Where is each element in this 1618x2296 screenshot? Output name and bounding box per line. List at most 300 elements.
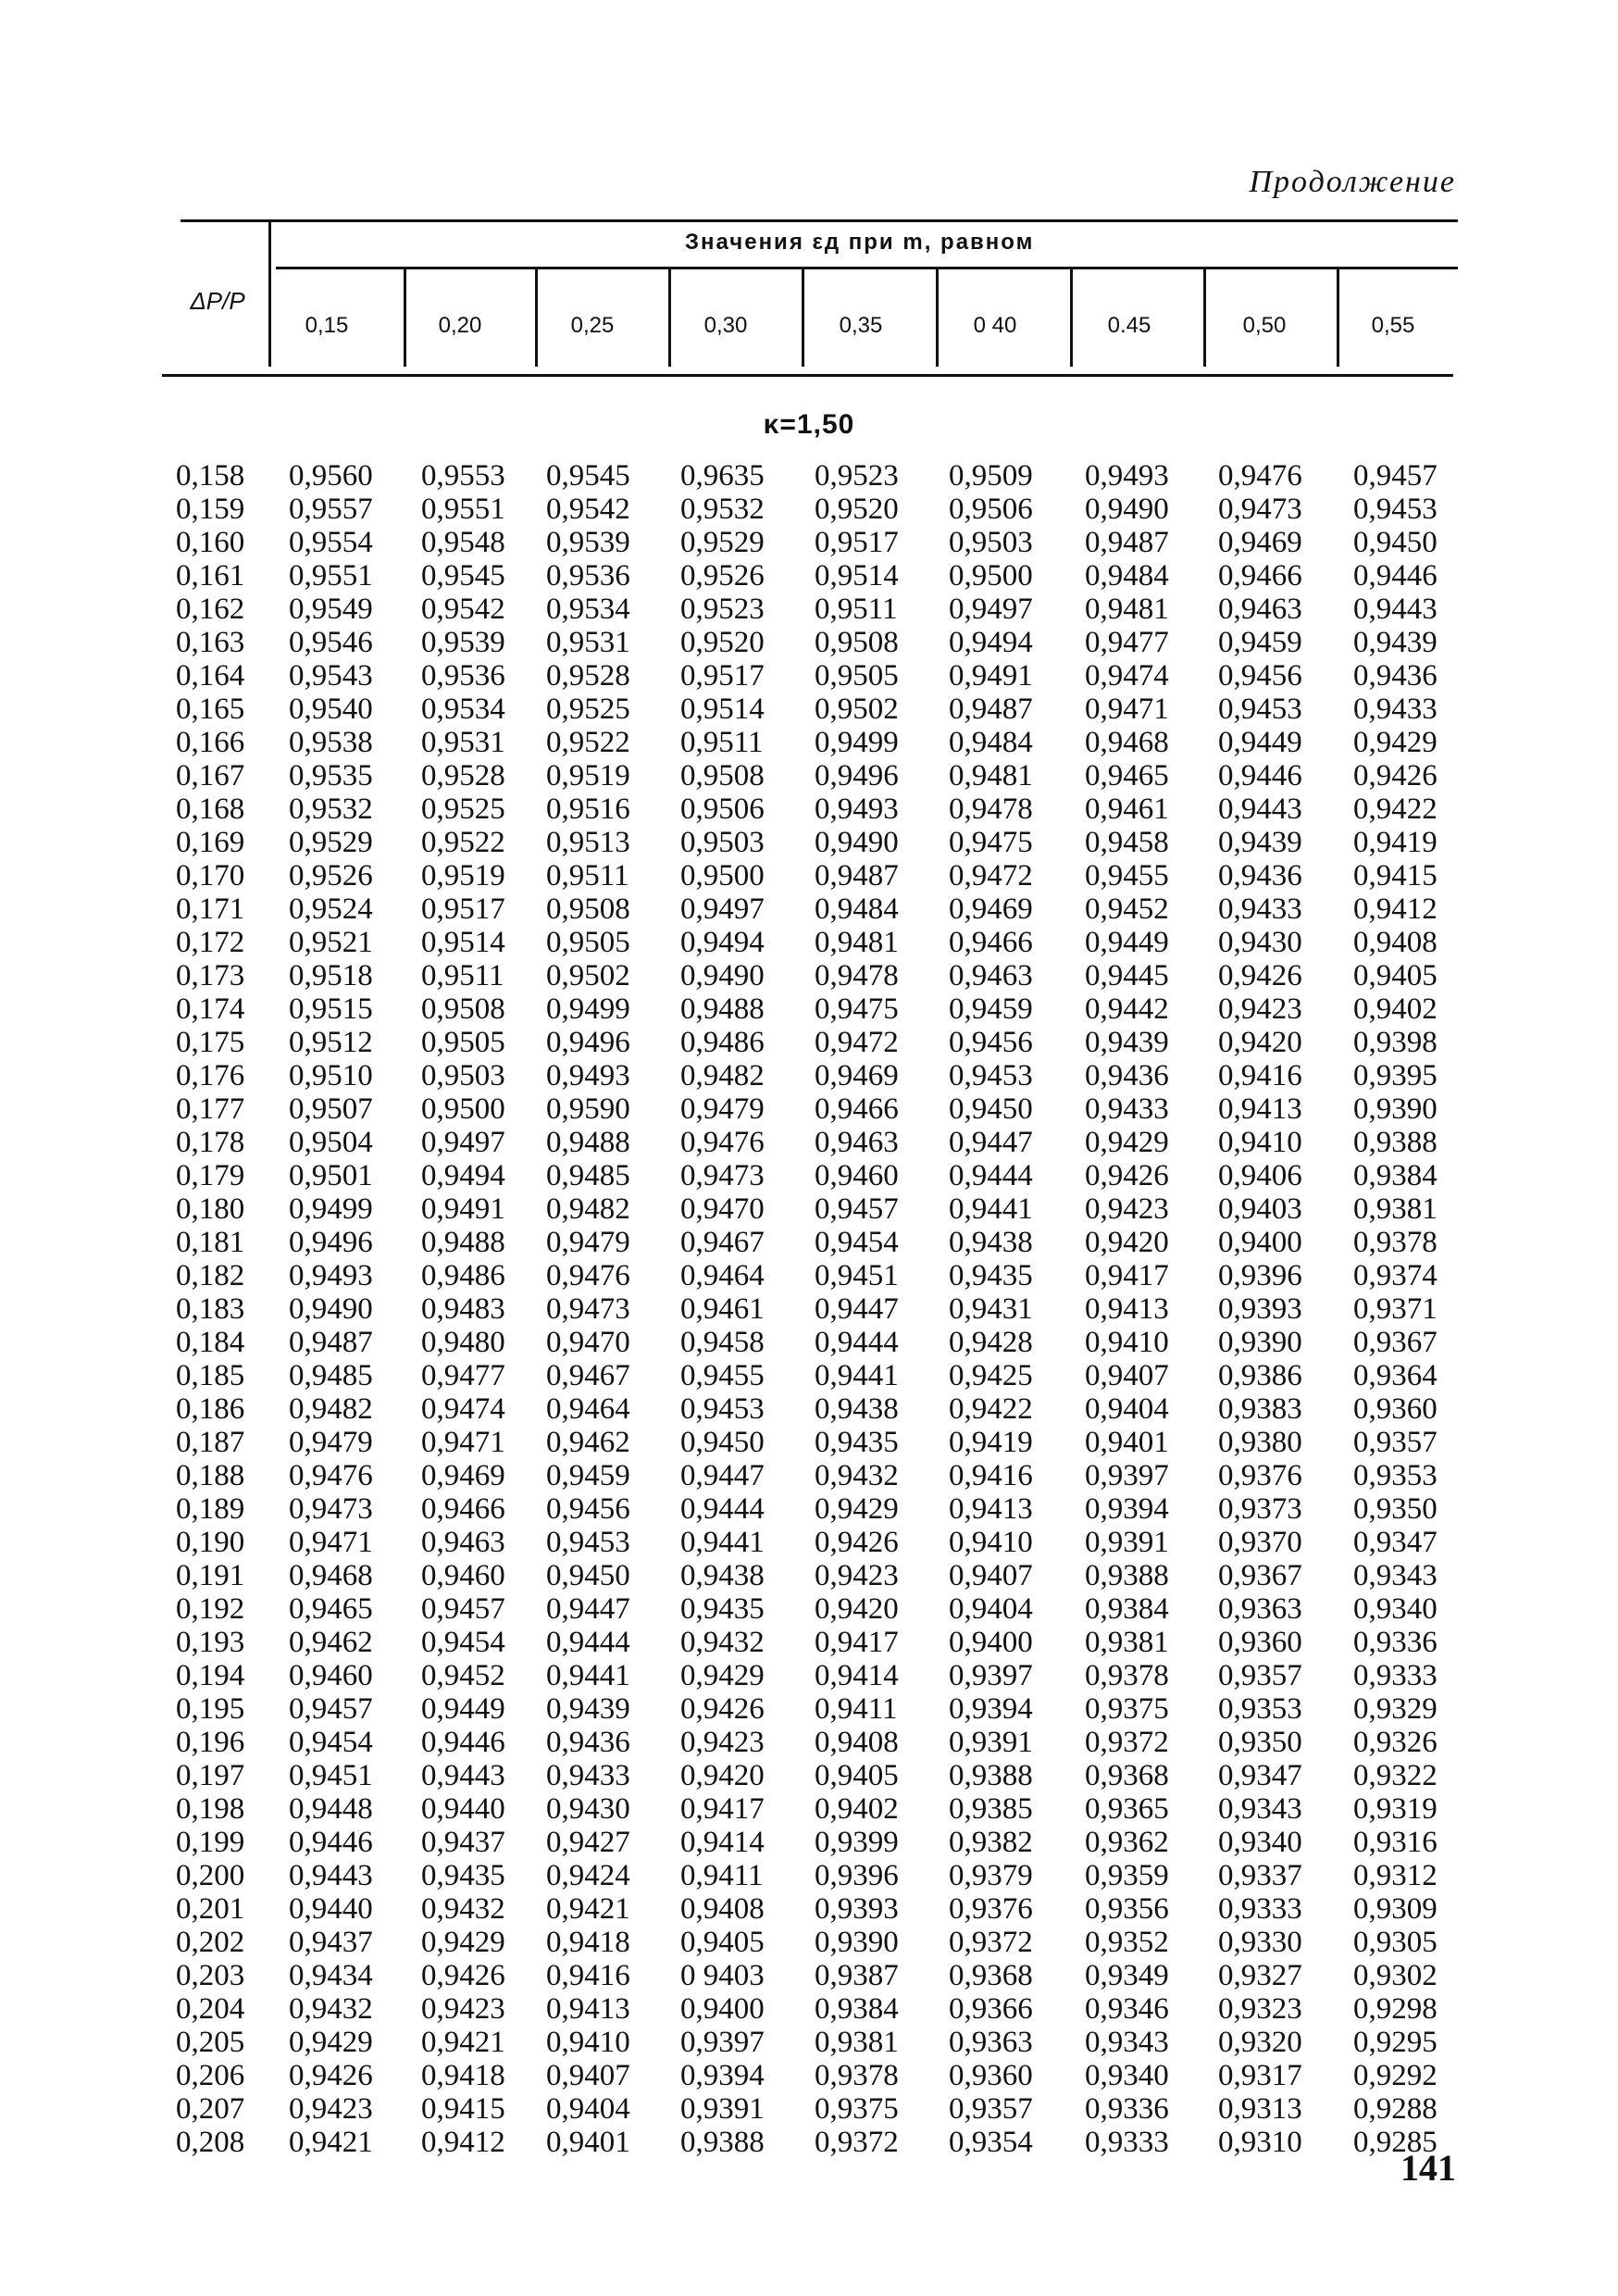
epsilon-value-cell: 0,9505 — [815, 659, 899, 693]
epsilon-value-cell: 0,9482 — [546, 1192, 630, 1226]
epsilon-value-cell: 0,9445 — [1085, 959, 1169, 992]
epsilon-value-cell: 0,9522 — [421, 826, 505, 859]
epsilon-value-cell: 0,9435 — [421, 1859, 505, 1892]
epsilon-value-cell: 0,9457 — [289, 1692, 373, 1726]
delta-p-cell: 0,195 — [176, 1692, 245, 1726]
epsilon-value-cell: 0,9458 — [1085, 826, 1169, 859]
delta-p-cell: 0,158 — [176, 459, 245, 493]
epsilon-value-cell: 0,9519 — [546, 759, 630, 792]
epsilon-value-cell: 0,9532 — [289, 792, 373, 826]
epsilon-value-cell: 0,9365 — [1085, 1792, 1169, 1826]
epsilon-value-cell: 0,9540 — [289, 693, 373, 726]
epsilon-value-cell: 0,9370 — [1218, 1526, 1302, 1559]
epsilon-value-cell: 0,9381 — [815, 2026, 899, 2059]
epsilon-value-cell: 0,9469 — [949, 892, 1033, 926]
epsilon-value-cell: 0,9486 — [680, 1026, 765, 1059]
epsilon-value-cell: 0,9360 — [949, 2059, 1033, 2092]
epsilon-value-cell: 0,9560 — [289, 459, 373, 493]
epsilon-value-cell: 0,9412 — [1353, 892, 1438, 926]
epsilon-value-cell: 0,9474 — [1085, 659, 1169, 693]
epsilon-value-cell: 0,9510 — [289, 1059, 373, 1092]
epsilon-value-cell: 0,9635 — [680, 459, 765, 493]
epsilon-value-cell: 0,9487 — [289, 1326, 373, 1359]
epsilon-value-cell: 0,9419 — [1353, 826, 1438, 859]
epsilon-value-cell: 0,9336 — [1353, 1626, 1438, 1659]
epsilon-value-cell: 0,9476 — [680, 1126, 765, 1159]
epsilon-value-cell: 0,9515 — [289, 992, 373, 1026]
epsilon-value-cell: 0,9439 — [1085, 1026, 1169, 1059]
epsilon-value-cell: 0,9433 — [1218, 892, 1302, 926]
header-bottom-rule — [162, 374, 1453, 377]
epsilon-value-cell: 0,9381 — [1353, 1192, 1438, 1226]
delta-p-cell: 0,179 — [176, 1159, 245, 1192]
epsilon-value-cell: 0,9468 — [289, 1559, 373, 1592]
epsilon-value-cell: 0,9313 — [1218, 2092, 1302, 2126]
epsilon-value-cell: 0,9403 — [1218, 1192, 1302, 1226]
epsilon-value-cell: 0,9590 — [546, 1092, 630, 1126]
epsilon-value-cell: 0,9333 — [1085, 2126, 1169, 2159]
m-value-header: 0,25 — [570, 313, 615, 338]
epsilon-value-cell: 0,9433 — [1085, 1092, 1169, 1126]
epsilon-value-cell: 0,9487 — [1085, 526, 1169, 559]
epsilon-value-cell: 0,9429 — [1085, 1126, 1169, 1159]
epsilon-value-cell: 0,9511 — [546, 859, 629, 892]
epsilon-value-cell: 0,9447 — [815, 1292, 899, 1326]
epsilon-value-cell: 0,9368 — [949, 1959, 1033, 1992]
epsilon-value-cell: 0,9337 — [1218, 1859, 1302, 1892]
delta-p-cell: 0,191 — [176, 1559, 245, 1592]
epsilon-value-cell: 0,9519 — [421, 859, 505, 892]
epsilon-value-cell: 0,9528 — [421, 759, 505, 792]
m-value-header: 0,20 — [438, 313, 482, 338]
epsilon-value-cell: 0,9444 — [949, 1159, 1033, 1192]
epsilon-value-cell: 0,9285 — [1353, 2126, 1438, 2159]
epsilon-value-cell: 0,9353 — [1218, 1692, 1302, 1726]
epsilon-value-cell: 0,9414 — [680, 1826, 765, 1859]
epsilon-value-cell: 0,9363 — [1218, 1592, 1302, 1626]
epsilon-value-cell: 0,9474 — [421, 1392, 505, 1426]
epsilon-value-cell: 0,9450 — [949, 1092, 1033, 1126]
delta-p-cell: 0,182 — [176, 1259, 245, 1292]
epsilon-value-cell: 0,9450 — [1353, 526, 1438, 559]
epsilon-value-cell: 0,9493 — [1085, 459, 1169, 493]
epsilon-value-cell: 0,9485 — [546, 1159, 630, 1192]
epsilon-value-cell: 0,9407 — [949, 1559, 1033, 1592]
epsilon-value-cell: 0,9497 — [421, 1126, 505, 1159]
epsilon-value-cell: 0,9461 — [1085, 792, 1169, 826]
epsilon-value-cell: 0,9429 — [815, 1492, 899, 1526]
epsilon-value-cell: 0,9454 — [421, 1626, 505, 1659]
epsilon-value-cell: 0,9497 — [949, 593, 1033, 626]
delta-p-cell: 0,186 — [176, 1392, 245, 1426]
epsilon-value-cell: 0,9450 — [546, 1559, 630, 1592]
epsilon-value-cell: 0,9431 — [949, 1292, 1033, 1326]
epsilon-value-cell: 0,9463 — [1218, 593, 1302, 626]
epsilon-value-cell: 0,9528 — [546, 659, 630, 693]
delta-p-cell: 0,207 — [176, 2092, 245, 2126]
delta-p-cell: 0,208 — [176, 2126, 245, 2159]
epsilon-value-cell: 0,9487 — [815, 859, 899, 892]
epsilon-value-cell: 0,9475 — [815, 992, 899, 1026]
epsilon-value-cell: 0,9483 — [421, 1292, 505, 1326]
epsilon-value-cell: 0,9298 — [1353, 1992, 1438, 2026]
epsilon-value-cell: 0,9471 — [421, 1426, 505, 1459]
epsilon-value-cell: 0,9496 — [546, 1026, 630, 1059]
epsilon-value-cell: 0,9446 — [289, 1826, 373, 1859]
epsilon-value-cell: 0,9430 — [546, 1792, 630, 1826]
epsilon-value-cell: 0,9367 — [1353, 1326, 1438, 1359]
epsilon-value-cell: 0,9422 — [1353, 792, 1438, 826]
delta-p-cell: 0,165 — [176, 693, 245, 726]
delta-p-cell: 0,185 — [176, 1359, 245, 1392]
epsilon-value-cell: 0,9400 — [949, 1626, 1033, 1659]
epsilon-value-cell: 0,9462 — [289, 1626, 373, 1659]
epsilon-value-cell: 0,9463 — [815, 1126, 899, 1159]
epsilon-value-cell: 0,9391 — [949, 1726, 1033, 1759]
epsilon-value-cell: 0,9478 — [815, 959, 899, 992]
epsilon-value-cell: 0,9346 — [1085, 1992, 1169, 2026]
epsilon-value-cell: 0,9459 — [546, 1459, 630, 1492]
epsilon-value-cell: 0,9520 — [815, 493, 899, 526]
epsilon-value-cell: 0,9505 — [546, 926, 630, 959]
m-value-header: 0,30 — [703, 313, 748, 338]
epsilon-value-cell: 0,9488 — [421, 1226, 505, 1259]
epsilon-value-cell: 0,9494 — [949, 626, 1033, 659]
epsilon-value-cell: 0,9414 — [815, 1659, 899, 1692]
epsilon-value-cell: 0,9470 — [546, 1326, 630, 1359]
epsilon-value-cell: 0,9522 — [546, 726, 630, 759]
epsilon-value-cell: 0,9457 — [815, 1192, 899, 1226]
epsilon-value-cell: 0,9502 — [546, 959, 630, 992]
epsilon-value-cell: 0,9546 — [289, 626, 373, 659]
epsilon-value-cell: 0,9473 — [546, 1292, 630, 1326]
delta-p-cell: 0,160 — [176, 526, 245, 559]
delta-p-cell: 0,161 — [176, 559, 245, 593]
epsilon-value-cell: 0,9394 — [1085, 1492, 1169, 1526]
epsilon-value-cell: 0,9394 — [949, 1692, 1033, 1726]
epsilon-value-cell: 0,9500 — [680, 859, 765, 892]
epsilon-value-cell: 0,9487 — [949, 693, 1033, 726]
epsilon-value-cell: 0,9517 — [815, 526, 899, 559]
epsilon-value-cell: 0,9388 — [949, 1759, 1033, 1792]
epsilon-value-cell: 0,9459 — [1218, 626, 1302, 659]
epsilon-value-cell: 0,9439 — [1353, 626, 1438, 659]
epsilon-value-cell: 0,9410 — [1085, 1326, 1169, 1359]
epsilon-value-cell: 0,9450 — [680, 1426, 765, 1459]
epsilon-value-cell: 0,9525 — [546, 693, 630, 726]
epsilon-value-cell: 0,9503 — [421, 1059, 505, 1092]
epsilon-value-cell: 0,9397 — [680, 2026, 765, 2059]
page-number: 141 — [1400, 2147, 1456, 2189]
epsilon-value-cell: 0,9378 — [1353, 1226, 1438, 1259]
delta-p-cell: 0,187 — [176, 1426, 245, 1459]
epsilon-value-cell: 0,9459 — [949, 992, 1033, 1026]
epsilon-value-cell: 0,9538 — [289, 726, 373, 759]
epsilon-value-cell: 0,9436 — [1218, 859, 1302, 892]
epsilon-value-cell: 0,9390 — [1218, 1326, 1302, 1359]
epsilon-value-cell: 0,9458 — [680, 1326, 765, 1359]
epsilon-value-cell: 0,9326 — [1353, 1726, 1438, 1759]
epsilon-value-cell: 0,9405 — [815, 1759, 899, 1792]
epsilon-value-cell: 0,9523 — [680, 593, 765, 626]
delta-p-cell: 0,201 — [176, 1892, 245, 1926]
epsilon-value-cell: 0,9407 — [1085, 1359, 1169, 1392]
epsilon-value-cell: 0,9542 — [546, 493, 630, 526]
epsilon-value-cell: 0,9380 — [1218, 1426, 1302, 1459]
epsilon-value-cell: 0,9411 — [815, 1692, 898, 1726]
delta-p-cell: 0,172 — [176, 926, 245, 959]
epsilon-value-cell: 0,9476 — [289, 1459, 373, 1492]
epsilon-value-cell: 0,9333 — [1353, 1659, 1438, 1692]
epsilon-value-cell: 0,9432 — [289, 1992, 373, 2026]
epsilon-value-cell: 0,9354 — [949, 2126, 1033, 2159]
epsilon-value-cell: 0,9456 — [949, 1026, 1033, 1059]
epsilon-value-cell: 0,9360 — [1353, 1392, 1438, 1426]
group-title: Значения εд при m, равном — [685, 230, 1035, 255]
delta-p-cell: 0,171 — [176, 892, 245, 926]
epsilon-value-cell: 0,9543 — [289, 659, 373, 693]
epsilon-value-cell: 0,9466 — [949, 926, 1033, 959]
epsilon-value-cell: 0,9405 — [1353, 959, 1438, 992]
epsilon-value-cell: 0,9357 — [1353, 1426, 1438, 1459]
continuation-label: Продолжение — [1249, 165, 1456, 199]
epsilon-value-cell: 0,9404 — [949, 1592, 1033, 1626]
epsilon-value-cell: 0,9481 — [949, 759, 1033, 792]
epsilon-value-cell: 0,9511 — [815, 593, 898, 626]
epsilon-value-cell: 0,9467 — [546, 1359, 630, 1392]
epsilon-value-cell: 0,9426 — [1218, 959, 1302, 992]
epsilon-value-cell: 0,9426 — [1085, 1159, 1169, 1192]
epsilon-value-cell: 0,9443 — [421, 1759, 505, 1792]
epsilon-value-cell: 0,9391 — [680, 2092, 765, 2126]
delta-p-cell: 0,176 — [176, 1059, 245, 1092]
epsilon-value-cell: 0,9520 — [680, 626, 765, 659]
epsilon-value-cell: 0,9353 — [1353, 1459, 1438, 1492]
epsilon-value-cell: 0,9441 — [815, 1359, 899, 1392]
epsilon-value-cell: 0,9386 — [1218, 1359, 1302, 1392]
epsilon-value-cell: 0,9457 — [1353, 459, 1438, 493]
epsilon-value-cell: 0,9378 — [1085, 1659, 1169, 1692]
epsilon-value-cell: 0,9423 — [815, 1559, 899, 1592]
epsilon-value-cell: 0,9420 — [815, 1592, 899, 1626]
epsilon-value-cell: 0,9469 — [421, 1459, 505, 1492]
epsilon-value-cell: 0,9447 — [949, 1126, 1033, 1159]
epsilon-value-cell: 0,9426 — [815, 1526, 899, 1559]
epsilon-value-cell: 0,9503 — [949, 526, 1033, 559]
epsilon-value-cell: 0,9422 — [949, 1392, 1033, 1426]
delta-p-cell: 0,167 — [176, 759, 245, 792]
epsilon-value-cell: 0,9343 — [1353, 1559, 1438, 1592]
epsilon-value-cell: 0,9429 — [1353, 726, 1438, 759]
epsilon-value-cell: 0,9309 — [1353, 1892, 1438, 1926]
epsilon-value-cell: 0,9481 — [815, 926, 899, 959]
epsilon-value-cell: 0,9426 — [680, 1692, 765, 1726]
delta-p-cell: 0,189 — [176, 1492, 245, 1526]
epsilon-value-cell: 0,9443 — [1353, 593, 1438, 626]
epsilon-value-cell: 0,9420 — [680, 1759, 765, 1792]
epsilon-value-cell: 0,9476 — [546, 1259, 630, 1292]
epsilon-value-cell: 0,9340 — [1218, 1826, 1302, 1859]
epsilon-value-cell: 0,9400 — [680, 1992, 765, 2026]
epsilon-value-cell: 0,9485 — [289, 1359, 373, 1392]
epsilon-value-cell: 0,9499 — [289, 1192, 373, 1226]
epsilon-value-cell: 0,9524 — [289, 892, 373, 926]
epsilon-value-cell: 0,9421 — [289, 2126, 373, 2159]
epsilon-value-cell: 0 9403 — [680, 1959, 765, 1992]
epsilon-value-cell: 0,9484 — [1085, 559, 1169, 593]
epsilon-value-cell: 0,9417 — [680, 1792, 765, 1826]
epsilon-value-cell: 0,9404 — [1085, 1392, 1169, 1426]
epsilon-value-cell: 0,9375 — [1085, 1692, 1169, 1726]
epsilon-value-cell: 0,9473 — [1218, 493, 1302, 526]
delta-p-cell: 0,170 — [176, 859, 245, 892]
epsilon-value-cell: 0,9404 — [546, 2092, 630, 2126]
epsilon-value-cell: 0,9435 — [815, 1426, 899, 1459]
epsilon-value-cell: 0,9426 — [289, 2059, 373, 2092]
epsilon-value-cell: 0,9455 — [1085, 859, 1169, 892]
epsilon-value-cell: 0,9443 — [289, 1859, 373, 1892]
epsilon-value-cell: 0,9453 — [680, 1392, 765, 1426]
epsilon-value-cell: 0,9372 — [1085, 1726, 1169, 1759]
epsilon-value-cell: 0,9447 — [546, 1592, 630, 1626]
epsilon-value-cell: 0,9410 — [546, 2026, 630, 2059]
epsilon-value-cell: 0,9426 — [421, 1959, 505, 1992]
epsilon-value-cell: 0,9398 — [1353, 1026, 1438, 1059]
epsilon-value-cell: 0,9327 — [1218, 1959, 1302, 1992]
epsilon-value-cell: 0,9441 — [546, 1659, 630, 1692]
delta-p-cell: 0,205 — [176, 2026, 245, 2059]
delta-p-cell: 0,206 — [176, 2059, 245, 2092]
delta-p-cell: 0,181 — [176, 1226, 245, 1259]
epsilon-value-cell: 0,9526 — [289, 859, 373, 892]
epsilon-value-cell: 0,9490 — [815, 826, 899, 859]
epsilon-value-cell: 0,9534 — [421, 693, 505, 726]
epsilon-value-cell: 0,9518 — [289, 959, 373, 992]
epsilon-value-cell: 0,9446 — [421, 1726, 505, 1759]
epsilon-value-cell: 0,9366 — [949, 1992, 1033, 2026]
epsilon-value-cell: 0,9427 — [546, 1826, 630, 1859]
epsilon-value-cell: 0,9426 — [1353, 759, 1438, 792]
epsilon-value-cell: 0,9496 — [289, 1226, 373, 1259]
epsilon-value-cell: 0,9397 — [1085, 1459, 1169, 1492]
epsilon-value-cell: 0,9521 — [289, 926, 373, 959]
delta-p-cell: 0,159 — [176, 493, 245, 526]
delta-p-cell: 0,196 — [176, 1726, 245, 1759]
epsilon-value-cell: 0,9379 — [949, 1859, 1033, 1892]
epsilon-value-cell: 0,9453 — [546, 1526, 630, 1559]
epsilon-value-cell: 0,9350 — [1218, 1726, 1302, 1759]
delta-p-cell: 0,162 — [176, 593, 245, 626]
epsilon-value-cell: 0,9362 — [1085, 1826, 1169, 1859]
delta-p-cell: 0,197 — [176, 1759, 245, 1792]
epsilon-value-cell: 0,9372 — [815, 2126, 899, 2159]
delta-p-cell: 0,183 — [176, 1292, 245, 1326]
epsilon-value-cell: 0,9388 — [1353, 1126, 1438, 1159]
epsilon-value-cell: 0,9452 — [1085, 892, 1169, 926]
epsilon-value-cell: 0,9440 — [421, 1792, 505, 1826]
epsilon-value-cell: 0,9499 — [546, 992, 630, 1026]
epsilon-value-cell: 0,9340 — [1085, 2059, 1169, 2092]
epsilon-value-cell: 0,9511 — [680, 726, 764, 759]
epsilon-value-cell: 0,9395 — [1353, 1059, 1438, 1092]
epsilon-value-cell: 0,9491 — [949, 659, 1033, 693]
delta-p-cell: 0,173 — [176, 959, 245, 992]
epsilon-value-cell: 0,9517 — [421, 892, 505, 926]
epsilon-value-cell: 0,9419 — [949, 1426, 1033, 1459]
epsilon-value-cell: 0,9535 — [289, 759, 373, 792]
delta-p-cell: 0,184 — [176, 1326, 245, 1359]
delta-p-cell: 0,177 — [176, 1092, 245, 1126]
epsilon-value-cell: 0,9400 — [1218, 1226, 1302, 1259]
epsilon-value-cell: 0,9429 — [421, 1926, 505, 1959]
epsilon-value-cell: 0,9451 — [289, 1759, 373, 1792]
epsilon-value-cell: 0,9415 — [421, 2092, 505, 2126]
delta-p-cell: 0,199 — [176, 1826, 245, 1859]
epsilon-value-cell: 0,9549 — [289, 593, 373, 626]
epsilon-value-cell: 0,9548 — [421, 526, 505, 559]
m-value-header: 0 40 — [973, 313, 1017, 338]
epsilon-value-cell: 0,9292 — [1353, 2059, 1438, 2092]
epsilon-value-cell: 0,9364 — [1353, 1359, 1438, 1392]
epsilon-value-cell: 0,9428 — [949, 1326, 1033, 1359]
epsilon-value-cell: 0,9421 — [546, 1892, 630, 1926]
epsilon-value-cell: 0,9511 — [421, 959, 504, 992]
epsilon-value-cell: 0,9410 — [949, 1526, 1033, 1559]
epsilon-value-cell: 0,9413 — [1218, 1092, 1302, 1126]
epsilon-value-cell: 0,9471 — [1085, 693, 1169, 726]
epsilon-value-cell: 0,9336 — [1085, 2092, 1169, 2126]
epsilon-value-cell: 0,9397 — [949, 1659, 1033, 1692]
epsilon-value-cell: 0,9545 — [546, 459, 630, 493]
epsilon-value-cell: 0,9446 — [1218, 759, 1302, 792]
epsilon-value-cell: 0,9423 — [289, 2092, 373, 2126]
epsilon-value-cell: 0,9526 — [680, 559, 765, 593]
epsilon-value-cell: 0,9444 — [680, 1492, 765, 1526]
epsilon-value-cell: 0,9349 — [1085, 1959, 1169, 1992]
epsilon-value-cell: 0,9375 — [815, 2092, 899, 2126]
epsilon-value-cell: 0,9399 — [815, 1826, 899, 1859]
epsilon-value-cell: 0,9435 — [680, 1592, 765, 1626]
epsilon-value-cell: 0,9532 — [680, 493, 765, 526]
epsilon-value-cell: 0,9388 — [1085, 1559, 1169, 1592]
epsilon-value-cell: 0,9486 — [421, 1259, 505, 1292]
delta-p-cell: 0,175 — [176, 1026, 245, 1059]
epsilon-value-cell: 0,9479 — [289, 1426, 373, 1459]
epsilon-value-cell: 0,9534 — [546, 593, 630, 626]
epsilon-value-cell: 0,9466 — [421, 1492, 505, 1526]
epsilon-value-cell: 0,9373 — [1218, 1492, 1302, 1526]
epsilon-value-cell: 0,9438 — [949, 1226, 1033, 1259]
epsilon-value-cell: 0,9423 — [1085, 1192, 1169, 1226]
epsilon-value-cell: 0,9477 — [421, 1359, 505, 1392]
epsilon-value-cell: 0,9436 — [1353, 659, 1438, 693]
epsilon-value-cell: 0,9473 — [289, 1492, 373, 1526]
epsilon-value-cell: 0,9407 — [546, 2059, 630, 2092]
epsilon-value-cell: 0,9531 — [546, 626, 630, 659]
delta-p-cell: 0,194 — [176, 1659, 245, 1692]
epsilon-value-cell: 0,9460 — [289, 1659, 373, 1692]
epsilon-value-cell: 0,9478 — [949, 792, 1033, 826]
delta-p-cell: 0,193 — [176, 1626, 245, 1659]
epsilon-value-cell: 0,9491 — [421, 1192, 505, 1226]
epsilon-value-cell: 0,9463 — [421, 1526, 505, 1559]
epsilon-value-cell: 0,9432 — [421, 1892, 505, 1926]
epsilon-value-cell: 0,9475 — [949, 826, 1033, 859]
epsilon-value-cell: 0,9471 — [289, 1526, 373, 1559]
epsilon-value-cell: 0,9408 — [680, 1892, 765, 1926]
epsilon-value-cell: 0,9481 — [1085, 593, 1169, 626]
epsilon-value-cell: 0,9464 — [680, 1259, 765, 1292]
